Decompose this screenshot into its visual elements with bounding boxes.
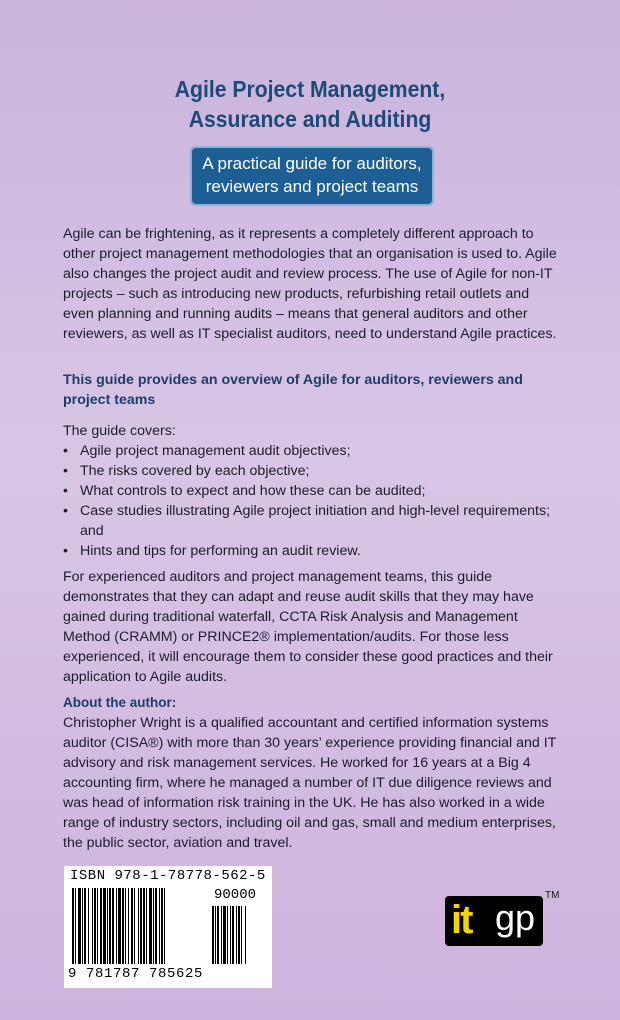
logo-it-text: it [451, 898, 472, 942]
barcode-bar [84, 888, 86, 964]
barcode-bar [97, 888, 98, 964]
bullet-icon: • [63, 463, 68, 479]
barcode-bar [140, 888, 142, 964]
barcode-bar [78, 888, 81, 964]
barcode-addon-bar [238, 906, 240, 964]
about-author-paragraph: Christopher Wright is a qualified accountant and certified information systems auditor (CISA®) with more than 30 years’ experience providing financial and IT advisory and risk management services. He worked for 16 years at a Big 4 accounting firm, where he managed a number of IT due diligence reviews and was head of information risk training in the UK. He has also worked in a wide range of industry sectors, including oil and gas, small and medium enterprises, the public sector, aviation and travel. [63, 715, 557, 851]
bullet-icon: • [63, 543, 68, 559]
barcode-bar [100, 888, 102, 964]
barcode-addon-bar [215, 906, 216, 964]
barcode-bar [143, 888, 145, 964]
isbn-label: ISBN 978-1-78778-562-5 [70, 868, 266, 884]
list-item [63, 481, 553, 501]
list-item-text: Case studies illustrating Agile project initiation and high-level requirements; and [80, 503, 551, 539]
list-item [63, 461, 553, 481]
barcode-bar [138, 888, 139, 964]
barcode-addon-bar [236, 906, 237, 964]
barcode-bar [92, 888, 93, 964]
bullet-icon: • [63, 443, 68, 459]
isbn-barcode [64, 866, 272, 988]
barcode-addon-bar [227, 906, 228, 964]
barcode-bar [109, 888, 111, 964]
logo-gp-text: gp [495, 897, 536, 938]
barcode-bar [131, 888, 133, 964]
experienced-paragraph: For experienced auditors and project management teams, this guide demonstrates that they can adapt and reuse audit skills that they may have gained during traditional waterfall, CCTA Risk Analysis and Management Method (CRAMM) or PRINCE2® implementation/audits. For those less experienced, it will encourage them to consider these good practices and their application to Agile audits. [63, 569, 553, 685]
barcode-bar [153, 888, 154, 964]
barcode-addon-bar [217, 906, 219, 964]
subtitle-line-2: reviewers and project teams [205, 177, 419, 196]
barcode-addon-bar [230, 906, 231, 964]
barcode-bar [159, 888, 160, 964]
barcode-bar [94, 888, 96, 964]
list-item-text: Agile project management audit objectives; [80, 443, 351, 459]
covers-list [63, 441, 553, 561]
barcode-bar [116, 888, 117, 964]
about-author-heading: About the author: [63, 695, 177, 710]
barcode-bar [125, 888, 126, 964]
book-title-line-2: Assurance and Auditing [188, 106, 432, 132]
list-item-text: The risks covered by each objective; [80, 463, 310, 479]
barcode-addon-bar [241, 906, 242, 964]
itgp-logo [445, 896, 543, 946]
list-item [63, 441, 553, 461]
barcode-bar [149, 888, 152, 964]
barcode-addon-number: 90000 [214, 887, 257, 903]
barcode-bar [134, 888, 135, 964]
bullet-icon: • [63, 503, 68, 519]
barcode-addon-bar [223, 906, 226, 964]
book-title-line-1: Agile Project Management, [174, 76, 446, 102]
barcode-bar [146, 888, 147, 964]
list-item [63, 541, 553, 561]
barcode-bar [155, 888, 157, 964]
barcode-bar [161, 888, 163, 964]
barcode-addon-bar [232, 906, 234, 964]
barcode-bar [118, 888, 121, 964]
barcode-bar [164, 888, 165, 964]
trademark-mark: TM [545, 890, 560, 901]
barcode-addon-bar [212, 906, 214, 964]
barcode-bar [82, 888, 83, 964]
barcode-bar [75, 888, 76, 964]
barcode-bar [72, 888, 74, 964]
barcode-addon-bar [245, 906, 246, 964]
barcode-bar [112, 888, 114, 964]
overview-highlight: This guide provides an overview of Agile for auditors, reviewers and project teams [63, 372, 523, 408]
subtitle-box [190, 146, 434, 206]
barcode-bar [88, 888, 89, 964]
barcode-bar [122, 888, 124, 964]
list-item-text: What controls to expect and how these can be audited; [80, 483, 426, 499]
barcode-bar [103, 888, 106, 964]
subtitle-line-1: A practical guide for auditors, [202, 154, 422, 173]
intro-paragraph: Agile can be frightening, as it represents a completely different approach to other project management methodologies that an organisation is used to. Agile also changes the project audit and review process. The use of Agile for non-IT projects – such as introducing new products, refurbishing retail outlets and even planning and running audits – means that general auditors and other reviewers, as well as IT specialist auditors, need to understand Agile practices. [63, 226, 557, 342]
barcode-bar [107, 888, 108, 964]
barcode-digits: 9 781787 785625 [68, 966, 204, 982]
barcode-bar [128, 888, 129, 964]
bullet-icon: • [63, 483, 68, 499]
book-title [25, 74, 595, 134]
list-item [63, 501, 553, 541]
list-item-text: Hints and tips for performing an audit review. [80, 543, 361, 559]
covers-label: The guide covers: [63, 423, 176, 439]
barcode-addon-bar [221, 906, 222, 964]
